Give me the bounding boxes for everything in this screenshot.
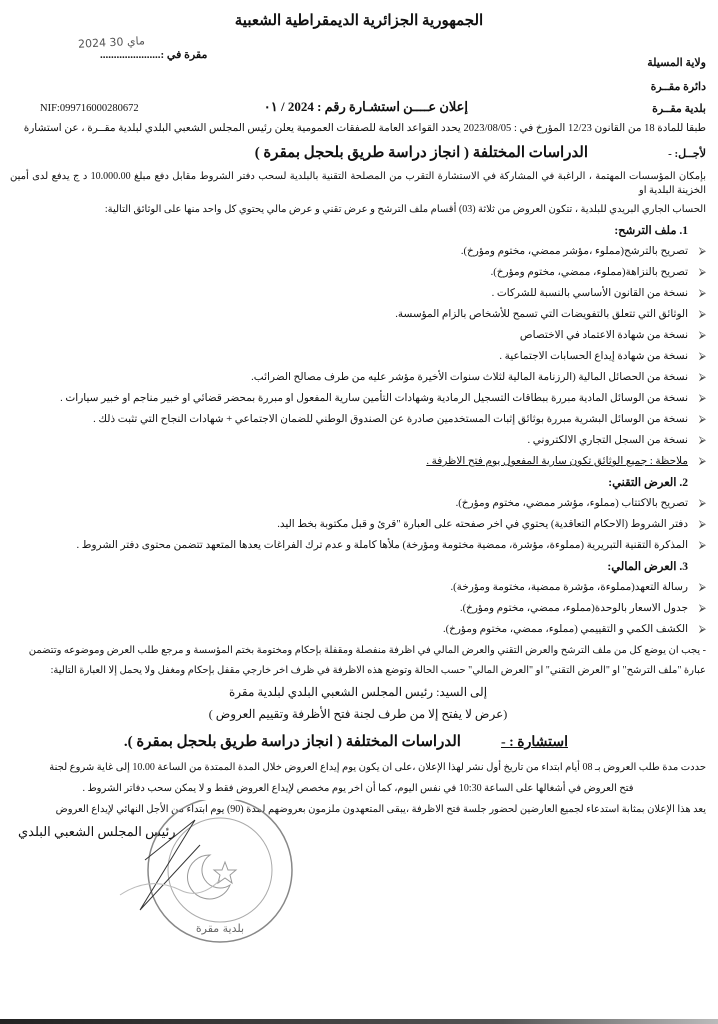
consult-row [10,732,706,753]
list-item [10,413,706,427]
list-item [10,602,706,616]
signature-scribble [120,880,220,895]
signature-title: رئيس المجلس الشعبي البلدي [18,824,176,839]
list-item-text: تصريح بالنزاهة(مملوء، ممضي، مختوم ومؤرخ). [490,267,688,278]
list-item-text: نسخة من الوسائل المادية مبررة ببطاقات التسجيل الرمادية وشهادات التأمين سارية المفعول او مبررة بمحضر قضائي او خبير مناجم او خبير سيارات . [60,393,688,404]
list-item [10,245,706,259]
list-item [10,392,706,406]
closing-line: فتح العروض في أشغالها على الساعة 10:30 في نفس اليوم، كما أن اخر يوم مخصص لإيداع العروض فقط و لا يمكن سحب دفاتر الشروط . [82,783,634,794]
arrow-bullet-icon: ⮚ [698,582,706,593]
arrow-bullet-icon: ⮚ [698,519,706,530]
arrow-bullet-icon: ⮚ [698,603,706,614]
arrow-bullet-icon: ⮚ [698,351,706,362]
list-item-text: نسخة من شهادة إيداع الحسابات الاجتماعية . [499,351,688,362]
purpose-label: لأجــل: - [668,148,706,160]
arrow-bullet-icon: ⮚ [698,330,706,341]
paragraph-line: بإمكان المؤسسات المهتمة ، الراغبة في المشاركة في الاستشارة التقرب من المصلحة التقنية بالبلدية لسحب دفتر الشروط مقابل دفع مبلغ 10.000.00 د ج يدفع لدى أمين الخزينة البلدية او [10,171,706,196]
list-item-text: جدول الاسعار بالوحدة(مملوء، ممضي، مختوم ومؤرخ). [459,603,688,614]
list-item-text: نسخة من القانون الأساسي بالنسبة للشركات . [491,288,688,299]
list-item-text: نسخة من الوسائل البشرية مبررة بوثائق إثبات المستخدمين صادرة عن الصندوق الوطني للضمان الاجتماعي + شهادات النجاح التي تثبت ذلك . [93,414,688,425]
scan-edge [0,1019,718,1024]
list-item [10,434,706,448]
list-item [10,497,706,511]
list-item-text: ملاحظة : جميع الوثائق تكون سارية المفعول يوم فتح الاظرفة . [426,456,688,467]
arrow-bullet-icon: ⮚ [698,246,706,257]
daira: دائرة مقــرة [650,81,706,93]
arrow-bullet-icon: ⮚ [698,498,706,509]
arrow-bullet-icon: ⮚ [698,288,706,299]
republic-title: الجمهورية الجزائرية الديمقراطية الشعبية [234,13,484,29]
announcement-title [264,100,468,114]
section-title: 2. العرض التقني: [608,477,688,489]
list-item [10,518,706,532]
list-item [10,539,706,553]
star-icon [214,862,236,883]
envelope-note-line: عبارة "ملف الترشح" او "العرض التقني" او "العرض المالي" حسب الحالة وتوضع هذه الاظرفة في ظرف اخر خارجي مقفل بإحكام ومغفل ولا يحمل إلا العبارة التالية: [50,665,706,676]
arrow-bullet-icon: ⮚ [698,267,706,278]
official-stamp [100,800,300,950]
sections [10,224,706,637]
stamp-text: بلدية مقرة [195,922,245,935]
section-title: 1. ملف الترشح: [614,225,688,237]
address-note: (عرض لا يفتح إلا من طرف لجنة فتح الأظرفة وتقييم العروض ) [208,707,508,721]
arrow-bullet-icon: ⮚ [698,624,706,635]
closing-line: حددت مدة طلب العروض بـ 08 أيام ابتداء من تاريخ أول نشر لهذا الإعلان ،على ان يكون يوم إيداع العروض خلال المدة الممتدة من الساعة 10.00 إلى غاية شروع لجنة [49,762,706,773]
list-item [10,581,706,595]
list-item-text: نسخة من الحصائل المالية (الرزنامة المالية لثلاث سنوات الأخيرة مؤشر عليه من طرف مصالح الضرائب. [251,372,688,383]
address-line: إلى السيد: رئيس المجلس الشعبي البلدي لبلدية مقرة [228,685,488,699]
list-item [10,371,706,385]
list-item-text: تصريح بالاكتتاب (مملوء، مؤشر ممضي، مختوم ومؤرخ). [455,498,688,509]
closing-line: يعد هذا الإعلان بمثابة استدعاء لجميع العارضين لحضور جلسة فتح الاظرفة ،يبقى المتعهدون ملزمون بعروضهم لمدة (90) يوم ابتداء من الأجل النهائي لإيداع العروض [55,804,706,815]
list-item [10,287,706,301]
handwritten-date: 2024 ماي 30 [77,34,146,51]
list-item [10,455,706,469]
list-item-text: نسخة من شهادة الاعتماد في الاختصاص [519,330,688,341]
list-item [10,266,706,280]
consult-title: الدراسات المختلفة ( انجاز دراسة طريق بلحجل بمقرة ). [123,734,461,750]
list-item-text: نسخة من السجل التجاري الالكتروني . [527,435,688,446]
purpose-title: الدراسات المختلفة ( انجاز دراسة طريق بلحجل بمقرة ) [254,145,589,161]
list-item [10,329,706,343]
list-item-text: رسالة التعهد(مملوءة، مؤشرة ممضية، مختومة ومؤرخة). [450,582,688,593]
wilaya: ولاية المسيلة [647,57,706,69]
list-item-text: الوثائق التي تتعلق بالتفويضات التي تسمح للأشخاص بالزام المؤسسة. [395,309,688,320]
commune: بلدية مقــرة [652,103,706,115]
crescent-icon [188,855,230,899]
section-title: 3. العرض المالي: [607,561,688,573]
place-date-label: مقرة في :...................... [100,49,208,61]
envelope-note-line: - يجب ان يوضع كل من ملف الترشح والعرض التقني والعرض المالي في اظرفة منفصلة ومقفلة بإحكام ومختومة بختم المؤسسة و مرجع طلب العرض وموضوعه وتتضمن [28,645,706,656]
arrow-bullet-icon: ⮚ [698,393,706,404]
arrow-bullet-icon: ⮚ [698,309,706,320]
document-body [10,122,706,847]
list-item-text: المذكرة التقنية التبريرية (مملوءة، مؤشرة، ممضية مختومة ومؤرخة) ملأها كاملة و عدم ترك الفراغات يعدها المتعهد تتضمن محتوى دفتر الشروط . [76,540,688,551]
announcement-label: إعلان عــــن استشـارة رقم : [317,99,468,114]
arrow-bullet-icon: ⮚ [698,414,706,425]
list-item-text: الكشف الكمي و التقييمي (مملوء، ممضي، مختوم ومؤرخ). [442,624,688,635]
list-item [10,623,706,637]
list-item [10,350,706,364]
arrow-bullet-icon: ⮚ [698,540,706,551]
list-item-text: تصريح بالترشح(مملوء ،مؤشر ممضي، مختوم ومؤرخ). [460,246,688,257]
arrow-bullet-icon: ⮚ [698,435,706,446]
intro-text: طبقا للمادة 18 من القانون 12/23 المؤرخ في : 2023/08/05 يحدد القواعد العامة للصفقات العمومية يعلن رئيس المجلس الشعبي البلدي لبلدية مقــرة ، عن استشارة [23,123,706,134]
paragraph-line: الحساب الجاري البريدي للبلدية ، تتكون العروض من ثلاثة (03) أقسام ملف الترشح و عرض تقني و عرض مالي يحتوي كل واحد منها على الوثائق التالية: [104,204,706,215]
arrow-bullet-icon: ⮚ [698,456,706,467]
purpose-row [10,143,706,163]
stamp-outer-ring [148,800,292,942]
arrow-bullet-icon: ⮚ [698,372,706,383]
list-item [10,308,706,322]
nif: NIF:099716000280672 [40,103,139,114]
list-item-text: دفتر الشروط (الاحكام التعاقدية) يحتوي في اخر صفحته على العبارة "قرئ و قبل مكتوبة بخط اليد. [277,519,688,530]
consult-label: استشارة : - [500,735,568,750]
announcement-number: 2024 / ٠١ [263,99,314,114]
